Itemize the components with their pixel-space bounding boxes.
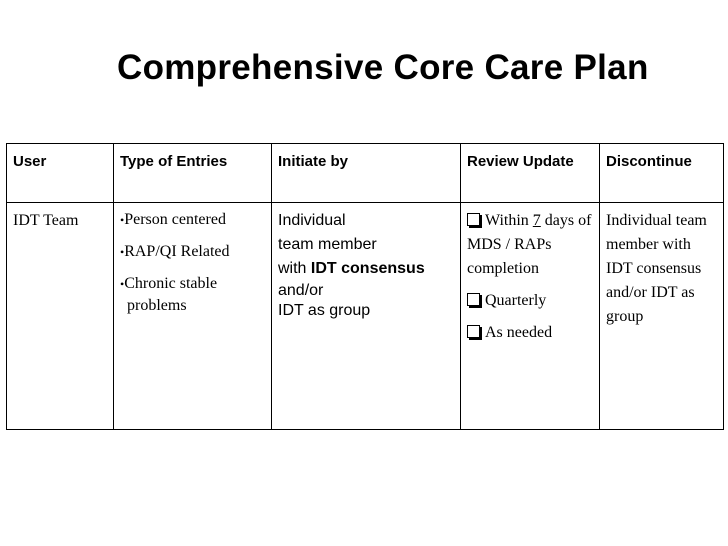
- header-type-of-entries: Type of Entries: [114, 144, 272, 203]
- initiate-line-3: with IDT consensus: [278, 260, 425, 277]
- initiate-line-2: team member: [278, 236, 377, 253]
- header-user: User: [7, 144, 114, 203]
- page-title: [117, 48, 649, 88]
- initiate-line-5: IDT as group: [278, 302, 371, 319]
- table-header-row: [7, 144, 724, 203]
- checkbox-icon: [467, 325, 480, 338]
- review-item-as-needed: As needed: [467, 321, 593, 345]
- entry-item: •RAP/QI Related: [120, 243, 230, 260]
- title-part-1: Comprehensive: [117, 48, 384, 87]
- header-review-update: Review Update: [461, 144, 600, 203]
- care-plan-table: [6, 143, 724, 430]
- discontinue-value: Individual team member with IDT consensus and/or IDT as group: [606, 212, 707, 325]
- checkbox-icon: [467, 213, 480, 226]
- entry-item: •Person centered: [120, 211, 226, 228]
- initiate-line-1: Individual: [278, 212, 346, 229]
- review-item-within: Within 7 days of MDS / RAPs completion: [467, 212, 592, 277]
- checkbox-icon: [467, 293, 480, 306]
- initiate-line-4: and/or: [278, 282, 324, 299]
- title-part-2: Core Care Plan: [393, 48, 649, 87]
- header-discontinue: Discontinue: [600, 144, 724, 203]
- cell-entries: [114, 203, 272, 430]
- bullet-dot-icon: •: [120, 277, 125, 291]
- review-item-quarterly: Quarterly: [467, 289, 593, 313]
- bullet-dot-icon: •: [120, 213, 125, 227]
- cell-user: [7, 203, 114, 430]
- entry-item: •Chronic stable problems: [120, 275, 218, 314]
- bullet-dot-icon: •: [120, 245, 125, 259]
- header-initiate-by: Initiate by: [272, 144, 461, 203]
- user-value: IDT Team: [13, 212, 79, 229]
- cell-initiate: [272, 203, 461, 430]
- cell-review: [461, 203, 600, 430]
- table-row: [7, 203, 724, 430]
- cell-discontinue: [600, 203, 724, 430]
